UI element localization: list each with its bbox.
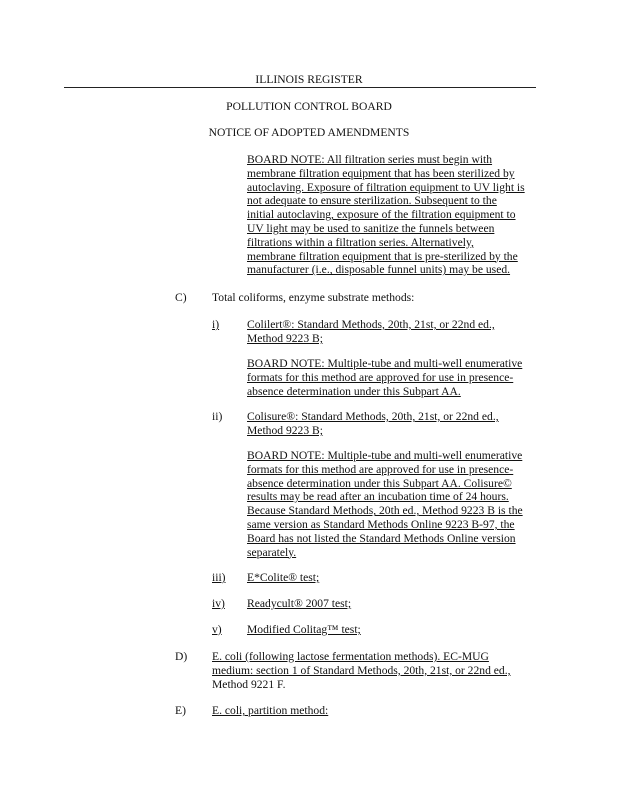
section-d-line: E. coli (following lactose fermentation methods). EC-MUG xyxy=(212,650,489,663)
item-i-text xyxy=(247,318,495,346)
item-ii-label: ii) xyxy=(212,410,223,423)
note-line: Because Standard Methods, 20th ed., Method 9223 B is the xyxy=(247,504,523,518)
section-d-label: D) xyxy=(175,650,188,663)
section-d-line: Method 9221 F. xyxy=(212,677,286,691)
note-line: absence determination under this Subpart AA. Colisure© xyxy=(247,476,512,490)
note-line: membrane filtration equipment that has been sterilized by xyxy=(247,166,515,180)
note-line: membrane filtration equipment that is pre-sterilized by the xyxy=(247,249,518,263)
section-e-label: E) xyxy=(175,704,186,717)
section-c-title: Total coliforms, enzyme substrate methods: xyxy=(212,291,415,304)
note-line: initial autoclaving, exposure of the filtration equipment to xyxy=(247,208,516,222)
item-line: Method 9223 B; xyxy=(247,423,324,437)
item-iii-label: iii) xyxy=(212,571,226,584)
item-v-label: v) xyxy=(212,623,222,636)
note-line: separately. xyxy=(247,545,297,559)
note-line: formats for this method are approved for use in presence- xyxy=(247,462,514,476)
note-line: UV light may be used to sanitize the funnels between xyxy=(247,221,495,235)
item-iii-text: E*Colite® test; xyxy=(247,571,320,584)
board-title: POLLUTION CONTROL BOARD xyxy=(226,100,392,113)
note-line: BOARD NOTE: All filtration series must begin with xyxy=(247,153,493,166)
item-ii-text xyxy=(247,410,499,438)
section-d-text xyxy=(212,650,511,691)
note-line: Board has not listed the Standard Methods Online version xyxy=(247,531,516,545)
note-line: same version as Standard Methods Online 9223 B-97, the xyxy=(247,517,515,531)
item-i-label: i) xyxy=(212,318,220,331)
section-c-label: C) xyxy=(175,291,187,304)
note-line: absence determination under this Subpart AA. xyxy=(247,384,461,398)
header-rule xyxy=(64,87,536,88)
item-ii-note xyxy=(247,449,523,559)
board-note-top xyxy=(247,153,525,277)
note-line: manufacturer (i.e., disposable funnel units) may be used. xyxy=(247,263,511,277)
note-line: autoclaving. Exposure of filtration equipment to UV light is xyxy=(247,180,525,194)
section-d-line: medium: section 1 of Standard Methods, 20th, 21st, or 22nd ed., xyxy=(212,663,511,677)
note-line: filtrations within a filtration series. Alternatively, xyxy=(247,235,474,249)
note-line: results may be read after an incubation time of 24 hours. xyxy=(247,490,509,504)
note-line: formats for this method are approved for use in presence- xyxy=(247,370,514,384)
section-e-text: E. coli, partition method: xyxy=(212,704,329,717)
item-iv-text: Readycult® 2007 test; xyxy=(247,597,352,610)
item-line: Colisure®: Standard Methods, 20th, 21st, or 22nd ed., xyxy=(247,410,499,423)
notice-title: NOTICE OF ADOPTED AMENDMENTS xyxy=(208,126,410,139)
item-v-text: Modified Colitag™ test; xyxy=(247,623,361,636)
note-line: BOARD NOTE: Multiple-tube and multi-well enumerative xyxy=(247,357,523,370)
item-line: Method 9223 B; xyxy=(247,331,324,345)
register-title: ILLINOIS REGISTER xyxy=(255,73,363,86)
note-line: not adequate to ensure sterilization. Subsequent to the xyxy=(247,194,497,208)
note-line: BOARD NOTE: Multiple-tube and multi-well enumerative xyxy=(247,449,523,462)
item-i-note xyxy=(247,357,522,398)
item-iv-label: iv) xyxy=(212,597,225,610)
item-line: Colilert®: Standard Methods, 20th, 21st, or 22nd ed., xyxy=(247,318,495,331)
